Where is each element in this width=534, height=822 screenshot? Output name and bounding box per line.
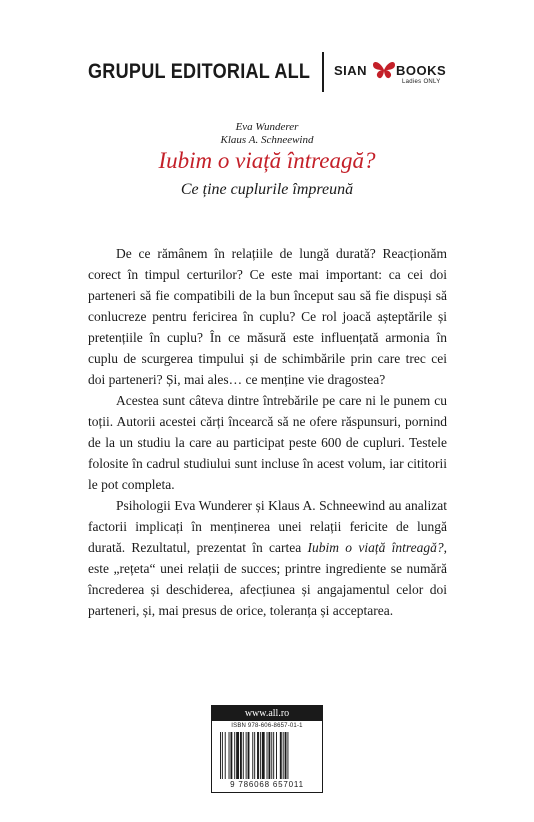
blurb-paragraph-3 [88, 495, 447, 621]
barcode-bar [267, 732, 268, 779]
book-title: Iubim o viață întreagă? [158, 148, 376, 173]
publisher-divider [322, 52, 324, 92]
barcode-bar [283, 732, 284, 779]
imprint-name-left: SIAN [334, 63, 368, 78]
barcode-bar [234, 732, 235, 779]
barcode-bar [225, 732, 226, 779]
book-subtitle: Ce ține cuplurile împreună [180, 181, 354, 198]
barcode-bar [285, 732, 287, 779]
website-url: www.all.ro [212, 706, 322, 721]
barcode-digits: 9 786068 657011 [230, 780, 304, 789]
barcode-label [211, 705, 323, 793]
barcode-bar [276, 732, 277, 779]
author-1: Eva Wunderer [235, 121, 299, 133]
barcode-bar [248, 732, 250, 779]
blurb-p3-end: , este „rețeta“ unei relații de succes; printre ingrediente se numără încrederea și deschiderea, afecțiunea și angajamentul celor doi parteneri, și, mai presus de orice, toleranța și acceptarea. [88, 540, 447, 618]
barcode-bar [273, 732, 274, 779]
blurb [88, 243, 447, 621]
barcode-bar [257, 732, 259, 779]
blurb-paragraph-2: Acestea sunt câteva dintre întrebările pe care ni le punem cu toții. Autorii acestei cărți încearcă să ne ofere răspunsuri, pornind de la un studiu la care au participat peste 600 de cupluri. Testele folosite în cadrul studiului sunt incluse în acest volum, iar cititorii le pot completa. [88, 393, 447, 492]
barcode-bar [254, 732, 255, 779]
barcode-bar [252, 732, 253, 779]
blurb-paragraph-1: De ce rămânem în relațiile de lungă durată? Reacționăm corect în timpul certurilor? Ce este mai important: ca cei doi parteneri să fie compatibili de la bun început sau să fie dispuși să conlucreze pentru fericirea în cuplu? Ce rol joacă așteptările și pretențiile în cuplu? În ce măsură este influențată armonia în cuplu de scurgerea timpului și de schimbările prin care trec cei doi parteneri? Și, mai ales… ce menține vie dragostea? [88, 246, 447, 387]
imprint-name-right: BOOKS [396, 63, 447, 78]
barcode-bar [287, 732, 288, 779]
butterfly-icon [372, 59, 396, 86]
barcode-bar [229, 732, 230, 779]
publisher-header [0, 52, 534, 92]
barcode-bar [230, 732, 232, 779]
imprint-tagline: Ladies ONLY [402, 79, 441, 85]
barcode-bar [268, 732, 270, 779]
barcode-bar [243, 732, 244, 779]
barcode-bar [236, 732, 239, 779]
barcode-bars [220, 732, 314, 779]
barcode-bar [220, 732, 221, 779]
barcode-bar [246, 732, 247, 779]
barcode-bar [222, 732, 223, 779]
barcode-bar [240, 732, 242, 779]
blurb-p3-start: Psihologii Eva Wunderer și Klaus A. Schneewind au analizat factorii implicați în menținerea unei relații fericite de lungă durată. Rezultatul, prezentat în cartea [88, 498, 447, 555]
publisher-name: GRUPUL EDITORIAL ALL [88, 60, 311, 83]
barcode-bar [262, 732, 265, 779]
blurb-p3-title: Iubim o viață întreagă? [307, 540, 444, 555]
barcode-bar [271, 732, 272, 779]
author-2: Klaus A. Schneewind [220, 134, 314, 146]
barcode-bar [280, 732, 282, 779]
isbn-text: ISBN 978-606-8657-01-1 [231, 723, 303, 729]
barcode-bar [260, 732, 261, 779]
imprint-logo [334, 59, 454, 89]
